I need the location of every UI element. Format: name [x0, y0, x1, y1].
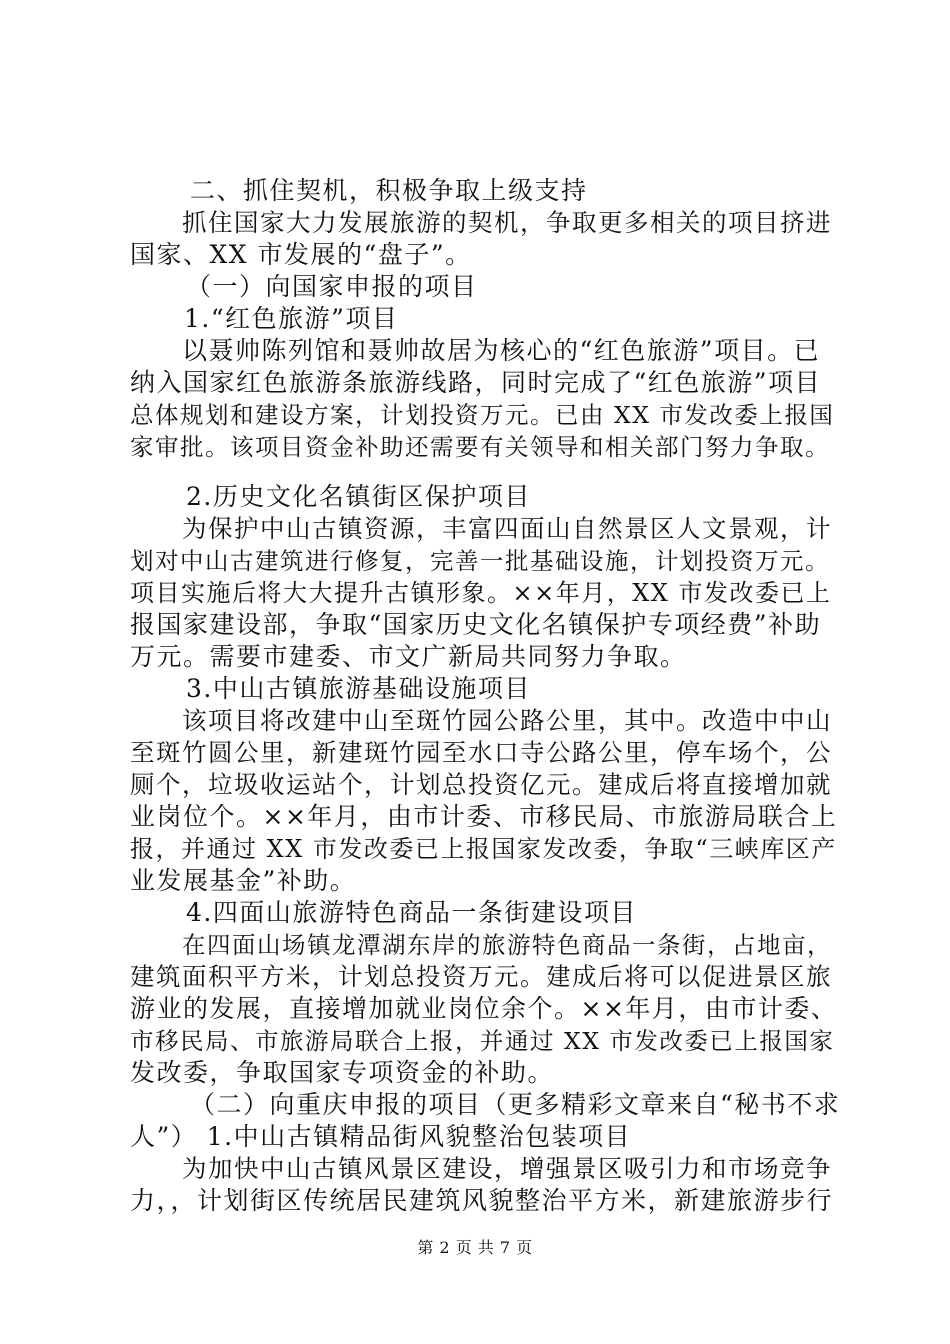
body-line: 划对中山古建筑进行修复，完善一批基础设施，计划投资万元。 [130, 547, 830, 575]
body-line: 项目实施后将大大提升古镇形象。××年月，XX 市发改委已上 [130, 579, 832, 607]
item-heading: 2.历史文化名镇街区保护项目 [186, 482, 531, 511]
item-heading: 3.中山古镇旅游基础设施项目 [186, 674, 531, 703]
body-line: 建筑面积平方米，计划总投资万元。建成后将可以促进景区旅 [130, 962, 832, 991]
body-line: 为保护中山古镇资源，丰富四面山自然景区人文景观，计 [182, 514, 832, 543]
body-line: 国家、XX 市发展的“盘子”。 [130, 240, 472, 269]
page-footer: 第 2 页 共 7 页 [417, 1238, 533, 1257]
body-line: 家审批。该项目资金补助还需要有关领导和相关部门努力争取。 [130, 433, 830, 461]
body-line: 以聂帅陈列馆和聂帅故居为核心的“红色旅游”项目。已 [182, 336, 821, 365]
subsection-heading: （一）向国家申报的项目 [186, 272, 478, 301]
item-heading: 4.四面山旅游特色商品一条街建设项目 [186, 898, 637, 927]
body-line: 总体规划和建设方案，计划投资万元。已由 XX 市发改委上报国 [130, 401, 835, 429]
body-line: 抓住国家大力发展旅游的契机，争取更多相关的项目挤进 [182, 208, 832, 237]
section-heading: 二、抓住契机，积极争取上级支持 [190, 176, 588, 205]
body-line: 报国家建设部，争取“国家历史文化名镇保护专项经费”补助 [130, 610, 822, 639]
body-line: 业岗位个。××年月，由市计委、市移民局、市旅游局联合上 [130, 802, 838, 831]
body-line: 发改委，争取国家专项资金的补助。 [130, 1058, 555, 1087]
body-line: 业发展基金”补助。 [130, 866, 357, 895]
body-line: 为加快中山古镇风景区建设，增强景区吸引力和市场竞争 [182, 1154, 832, 1183]
body-line: 力，，计划街区传统居民建筑风貌整治平方米，新建旅游步行 [130, 1186, 834, 1215]
subsection-heading: （二）向重庆申报的项目（更多精彩文章来自“秘书不求 [190, 1090, 841, 1119]
body-line: 纳入国家红色旅游条旅游线路，同时完成了“红色旅游”项目 [130, 368, 822, 397]
body-line: 报，并通过 XX 市发改委已上报国家发改委，争取“三峡库区产 [130, 835, 837, 863]
body-line: 厕个，垃圾收运站个，计划总投资亿元。建成后将直接增加就 [130, 770, 832, 799]
body-line: 在四面山场镇龙潭湖东岸的旅游特色商品一条街，占地亩， [182, 931, 832, 959]
body-line: 至斑竹圆公里，新建斑竹园至水口寺公路公里，停车场个，公 [130, 738, 832, 767]
item-heading: 1.“红色旅游”项目 [184, 304, 399, 333]
body-line: 市移民局、市旅游局联合上报，并通过 XX 市发改委已上报国家 [130, 1027, 835, 1055]
body-line: 人”） 1.中山古镇精品街风貌整治包装项目 [130, 1122, 632, 1151]
body-line: 该项目将改建中山至斑竹园公路公里，其中。改造中中山 [182, 706, 832, 735]
body-line: 游业的发展，直接增加就业岗位余个。××年月，由市计委、 [130, 994, 838, 1023]
body-line: 万元。需要市建委、市文广新局共同努力争取。 [130, 642, 687, 671]
